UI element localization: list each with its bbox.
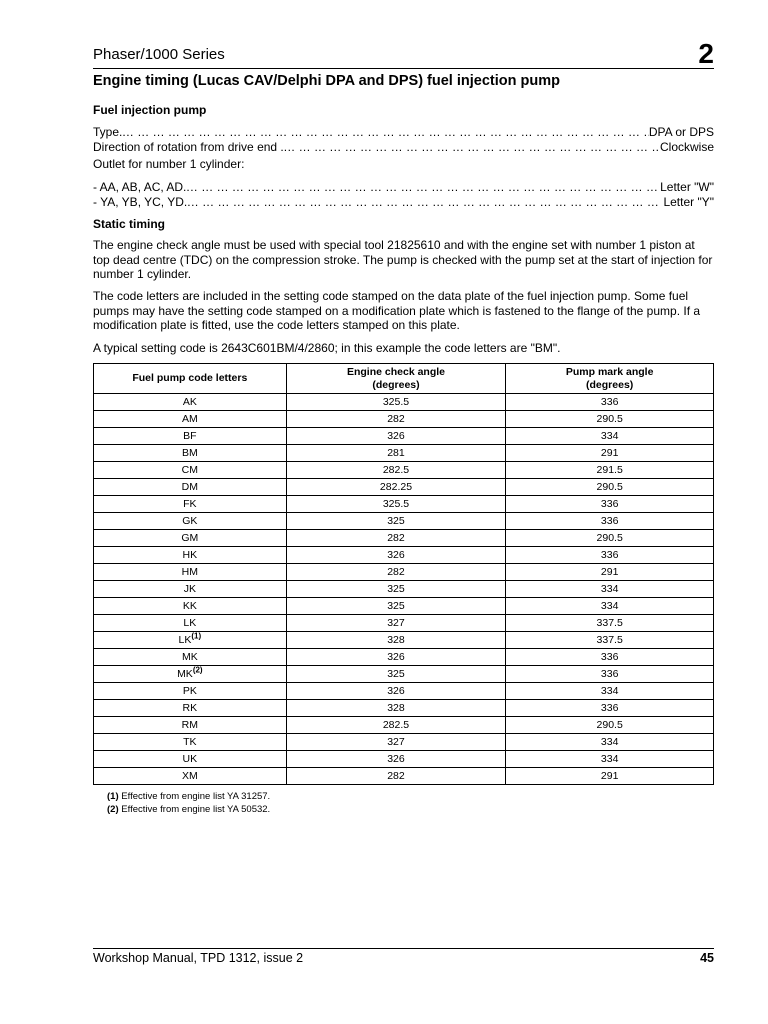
spec-type bbox=[93, 125, 714, 139]
cell-check-angle: 328 bbox=[286, 700, 506, 717]
table-row bbox=[94, 666, 714, 683]
cell-mark-angle: 336 bbox=[506, 496, 714, 513]
spec-outlet-label: - YA, YB, YC, YD. bbox=[93, 195, 188, 209]
cell-code: LK$^{(1)}$ bbox=[94, 632, 287, 649]
static-timing-heading: Static timing bbox=[93, 217, 166, 231]
static-timing-para-1: The engine check angle must be used with special tool 21825610 and with the engine set with number 1 piston at top dead centre (TDC) on the compression stroke. The pump is checked with the pump set at the start of injection for number 1 cylinder. bbox=[93, 238, 713, 281]
chapter-number: 2 bbox=[698, 38, 714, 69]
cell-mark-angle: 334 bbox=[506, 428, 714, 445]
cell-mark-angle: 336 bbox=[506, 513, 714, 530]
spec-outlet-value: Letter "Y" bbox=[663, 195, 714, 209]
table-row bbox=[94, 683, 714, 700]
cell-mark-angle: 290.5 bbox=[506, 530, 714, 547]
spec-type-value: DPA or DPS bbox=[648, 125, 714, 139]
outlet-label: Outlet for number 1 cylinder: bbox=[93, 157, 245, 171]
leader-dots bbox=[284, 140, 660, 154]
cell-code: HM bbox=[94, 564, 287, 581]
cell-mark-angle: 334 bbox=[506, 734, 714, 751]
leader-dots bbox=[186, 180, 660, 194]
table-row bbox=[94, 530, 714, 547]
cell-code: RM bbox=[94, 717, 287, 734]
cell-mark-angle: 290.5 bbox=[506, 411, 714, 428]
cell-mark-angle: 334 bbox=[506, 581, 714, 598]
cell-code: BM bbox=[94, 445, 287, 462]
cell-code: JK bbox=[94, 581, 287, 598]
cell-code: LK bbox=[94, 615, 287, 632]
cell-mark-angle: 336 bbox=[506, 700, 714, 717]
cell-check-angle: 326 bbox=[286, 683, 506, 700]
cell-code: XM bbox=[94, 768, 287, 785]
column-header-check-angle: Engine check angle (degrees) bbox=[286, 364, 506, 394]
cell-check-angle: 325.5 bbox=[286, 496, 506, 513]
cell-mark-angle: 291.5 bbox=[506, 462, 714, 479]
footer-rule bbox=[93, 948, 714, 949]
table-header-row bbox=[94, 364, 714, 394]
table-row bbox=[94, 547, 714, 564]
cell-check-angle: 326 bbox=[286, 751, 506, 768]
series-title: Phaser/1000 Series bbox=[93, 46, 225, 63]
spec-rotation bbox=[93, 140, 714, 154]
table-row bbox=[94, 717, 714, 734]
footnote-ref: (2) bbox=[192, 665, 203, 675]
footer-manual-title: Workshop Manual, TPD 1312, issue 2 bbox=[93, 951, 304, 965]
table-row bbox=[94, 428, 714, 445]
page-number: 45 bbox=[700, 951, 714, 965]
cell-mark-angle: 290.5 bbox=[506, 717, 714, 734]
table-row bbox=[94, 768, 714, 785]
cell-code: DM bbox=[94, 479, 287, 496]
cell-check-angle: 328 bbox=[286, 632, 506, 649]
cell-check-angle: 282 bbox=[286, 564, 506, 581]
cell-code: CM bbox=[94, 462, 287, 479]
cell-check-angle: 325 bbox=[286, 513, 506, 530]
table-row bbox=[94, 411, 714, 428]
table-row bbox=[94, 615, 714, 632]
cell-code: TK bbox=[94, 734, 287, 751]
footnote: (2) Effective from engine list YA 50532. bbox=[107, 803, 271, 815]
table-row bbox=[94, 581, 714, 598]
cell-check-angle: 282.5 bbox=[286, 717, 506, 734]
header-rule bbox=[93, 68, 714, 69]
column-header-mark-angle: Pump mark angle (degrees) bbox=[506, 364, 714, 394]
table-row bbox=[94, 445, 714, 462]
cell-code: KK bbox=[94, 598, 287, 615]
cell-mark-angle: 337.5 bbox=[506, 615, 714, 632]
cell-check-angle: 326 bbox=[286, 428, 506, 445]
spec-type-label: Type. bbox=[93, 125, 123, 139]
footnotes bbox=[107, 791, 270, 816]
table-row bbox=[94, 649, 714, 666]
table-row bbox=[94, 394, 714, 411]
table-row bbox=[94, 751, 714, 768]
cell-code: BF bbox=[94, 428, 287, 445]
cell-mark-angle: 334 bbox=[506, 683, 714, 700]
cell-check-angle: 327 bbox=[286, 615, 506, 632]
footnote-ref: (1) bbox=[191, 631, 202, 641]
table-row bbox=[94, 632, 714, 649]
cell-mark-angle: 336 bbox=[506, 394, 714, 411]
cell-check-angle: 325 bbox=[286, 598, 506, 615]
cell-mark-angle: 291 bbox=[506, 768, 714, 785]
cell-code: PK bbox=[94, 683, 287, 700]
table-row bbox=[94, 734, 714, 751]
cell-mark-angle: 337.5 bbox=[506, 632, 714, 649]
cell-code: MK bbox=[94, 649, 287, 666]
spec-outlet-w bbox=[93, 180, 714, 194]
cell-check-angle: 325 bbox=[286, 581, 506, 598]
cell-check-angle: 282 bbox=[286, 768, 506, 785]
cell-code: FK bbox=[94, 496, 287, 513]
static-timing-para-3: A typical setting code is 2643C601BM/4/2860; in this example the code letters are "BM". bbox=[93, 341, 561, 355]
table-row bbox=[94, 513, 714, 530]
table-row bbox=[94, 700, 714, 717]
cell-check-angle: 326 bbox=[286, 649, 506, 666]
cell-mark-angle: 336 bbox=[506, 649, 714, 666]
cell-mark-angle: 334 bbox=[506, 598, 714, 615]
leader-dots bbox=[187, 195, 663, 209]
cell-mark-angle: 290.5 bbox=[506, 479, 714, 496]
cell-check-angle: 325 bbox=[286, 666, 506, 683]
table-row bbox=[94, 496, 714, 513]
table-row bbox=[94, 564, 714, 581]
cell-code: GM bbox=[94, 530, 287, 547]
table-row bbox=[94, 462, 714, 479]
cell-check-angle: 282 bbox=[286, 530, 506, 547]
cell-check-angle: 282.25 bbox=[286, 479, 506, 496]
cell-check-angle: 281 bbox=[286, 445, 506, 462]
cell-check-angle: 282.5 bbox=[286, 462, 506, 479]
cell-mark-angle: 291 bbox=[506, 445, 714, 462]
cell-mark-angle: 336 bbox=[506, 547, 714, 564]
timing-table bbox=[93, 363, 714, 785]
cell-code: GK bbox=[94, 513, 287, 530]
static-timing-para-2: The code letters are included in the setting code stamped on the data plate of the fuel injection pump. Some fuel pumps may have the setting code stamped on a modification plate which is fastened to the flange of the pump. If a modification plate is fitted, use the code letters stamped on this plate. bbox=[93, 289, 701, 332]
cell-code: HK bbox=[94, 547, 287, 564]
cell-mark-angle: 291 bbox=[506, 564, 714, 581]
footnote: (1) Effective from engine list YA 31257. bbox=[107, 791, 271, 802]
cell-check-angle: 325.5 bbox=[286, 394, 506, 411]
cell-code: AK bbox=[94, 394, 287, 411]
leader-dots bbox=[122, 125, 649, 139]
cell-code: RK bbox=[94, 700, 287, 717]
cell-code: UK bbox=[94, 751, 287, 768]
spec-outlet-y bbox=[93, 195, 714, 209]
cell-check-angle: 282 bbox=[286, 411, 506, 428]
cell-code: AM bbox=[94, 411, 287, 428]
spec-outlet-label: - AA, AB, AC, AD. bbox=[93, 180, 187, 194]
cell-mark-angle: 336 bbox=[506, 666, 714, 683]
spec-rotation-value: Clockwise bbox=[659, 140, 714, 154]
table-row bbox=[94, 479, 714, 496]
fuel-pump-heading: Fuel injection pump bbox=[93, 103, 207, 117]
cell-check-angle: 326 bbox=[286, 547, 506, 564]
cell-check-angle: 327 bbox=[286, 734, 506, 751]
page-title: Engine timing (Lucas CAV/Delphi DPA and DPS) fuel injection pump bbox=[93, 73, 560, 89]
spec-rotation-label: Direction of rotation from drive end . bbox=[93, 140, 284, 154]
cell-mark-angle: 334 bbox=[506, 751, 714, 768]
cell-code: MK$^{(2)}$ bbox=[94, 666, 287, 683]
spec-outlet-value: Letter "W" bbox=[660, 180, 714, 194]
column-header-code: Fuel pump code letters bbox=[94, 364, 287, 394]
table-row bbox=[94, 598, 714, 615]
